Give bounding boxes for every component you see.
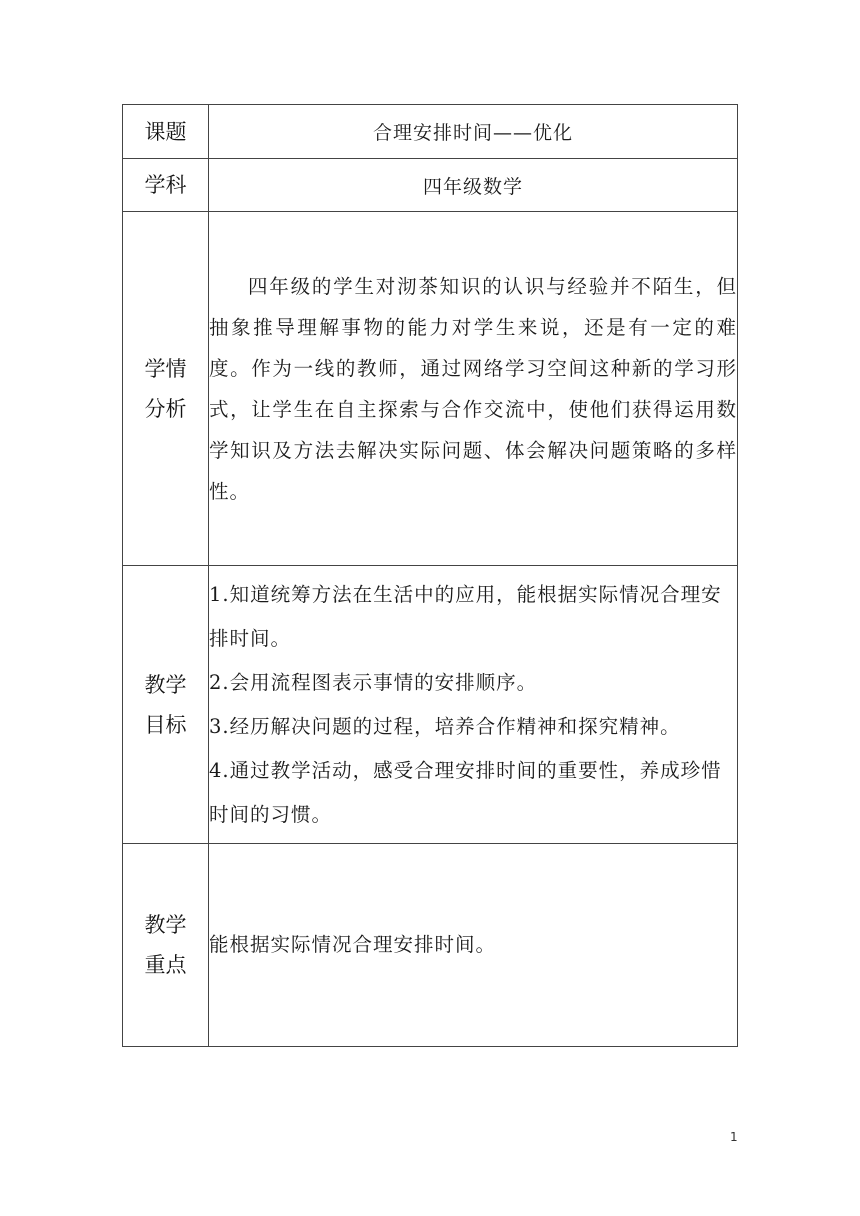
row-label-subject xyxy=(123,159,209,212)
label-line: 重点 xyxy=(144,953,187,977)
label-line: 学科 xyxy=(144,173,187,197)
label-line: 学情 xyxy=(144,356,187,381)
row-label-student-analysis xyxy=(123,212,209,566)
goal-item: 2.会用流程图表示事情的安排顺序。 xyxy=(209,670,538,694)
table-row-subject xyxy=(123,159,738,212)
label-line: 分析 xyxy=(144,396,187,421)
goal-item: 1.知道统筹方法在生活中的应用，能根据实际情况合理安排时间。 xyxy=(209,582,722,650)
lesson-plan-table xyxy=(122,104,738,1047)
label-line: 课题 xyxy=(144,119,187,144)
topic-value: 合理安排时间——优化 xyxy=(209,105,738,159)
teaching-goals-list xyxy=(209,566,738,844)
page-number: 1 xyxy=(730,1130,738,1144)
goal-item: 4.通过教学活动，感受合理安排时间的重要性，养成珍惜时间的习惯。 xyxy=(209,758,722,826)
table-row-teaching-focus xyxy=(123,844,738,1047)
label-line: 目标 xyxy=(144,712,187,737)
subject-value: 四年级数学 xyxy=(209,159,738,212)
student-analysis-text: 四年级的学生对沏茶知识的认识与经验并不陌生，但抽象推导理解事物的能力对学生来说，还是有一定的难度。作为一线的教师，通过网络学习空间这种新的学习形式，让学生在自主探索与合作交流中，使他们获得运用数学知识及方法去解决实际问题、体会解决问题策略的多样性。 xyxy=(209,212,738,566)
goal-item: 3.经历解决问题的过程，培养合作精神和探究精神。 xyxy=(209,714,681,738)
row-label-teaching-goals xyxy=(123,566,209,844)
row-label-teaching-focus xyxy=(123,844,209,1047)
label-line: 教学 xyxy=(144,913,187,937)
table-row-student-analysis xyxy=(123,212,738,566)
label-line: 教学 xyxy=(144,672,187,697)
table-row-topic xyxy=(123,105,738,159)
teaching-focus-text: 能根据实际情况合理安排时间。 xyxy=(209,844,738,1047)
table-row-teaching-goals xyxy=(123,566,738,844)
row-label-topic xyxy=(123,105,209,159)
